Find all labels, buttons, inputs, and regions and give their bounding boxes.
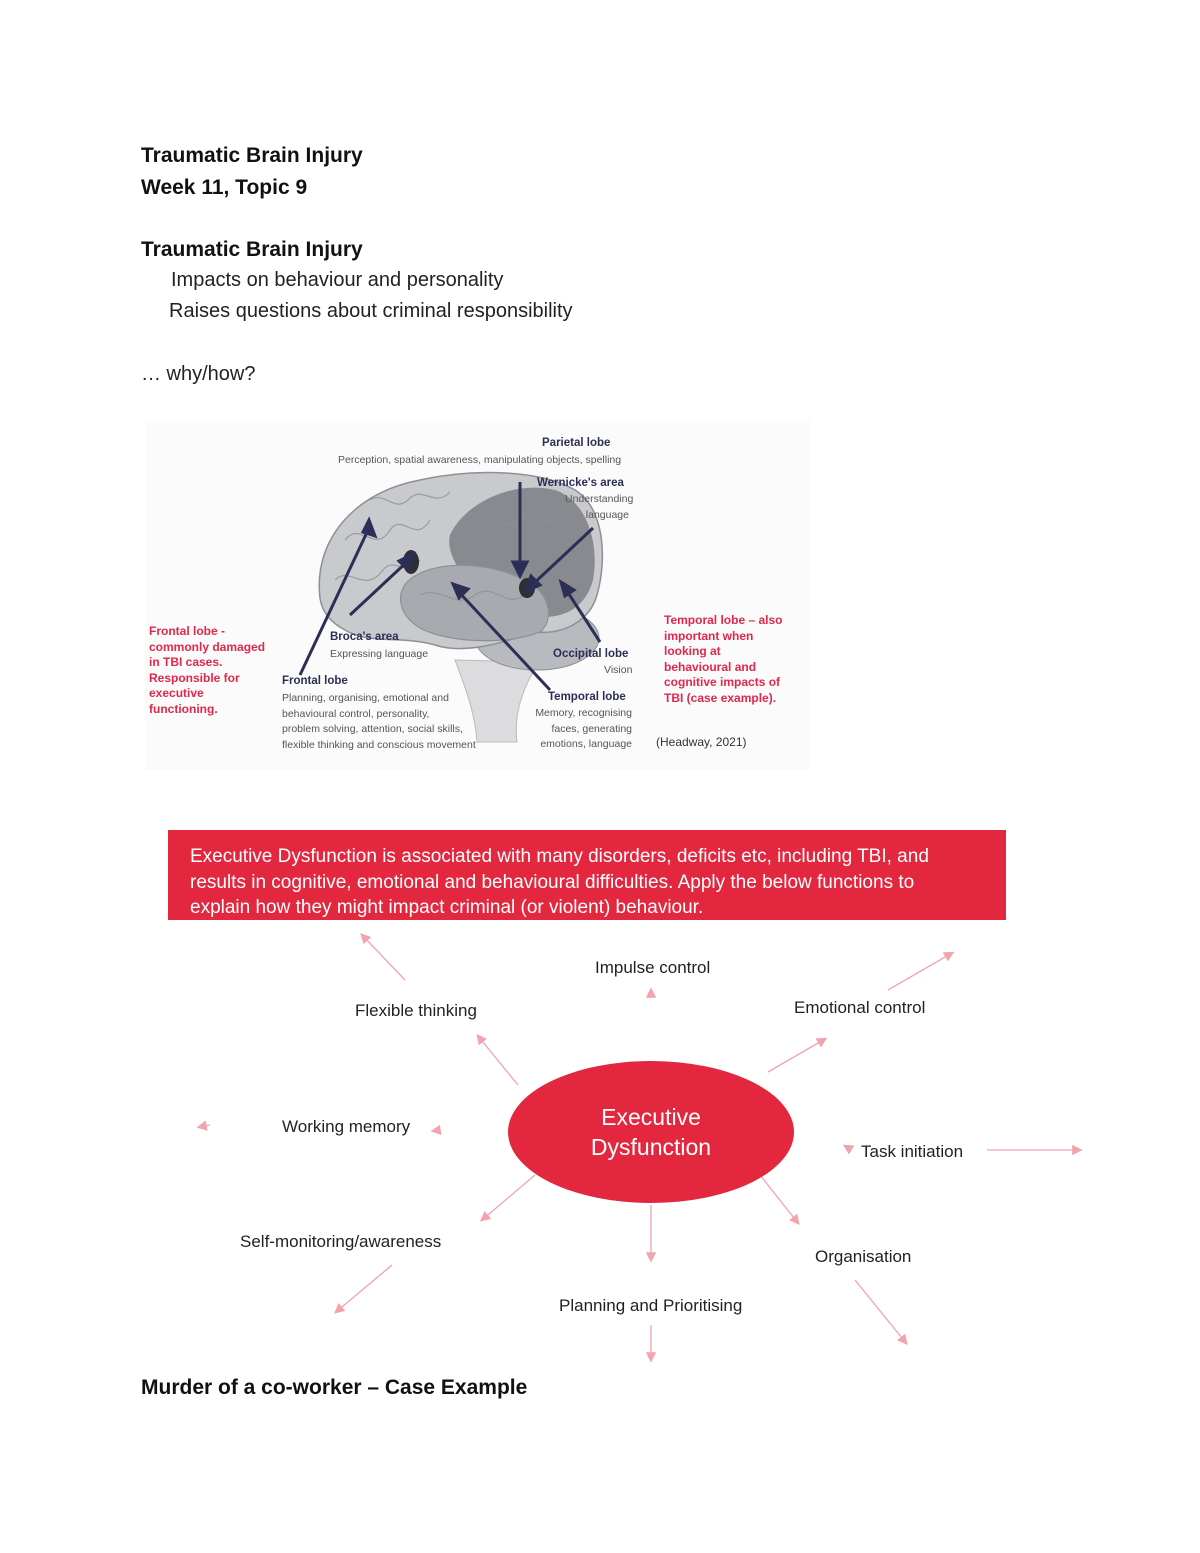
temporal-lobe-note: Temporal lobe – also important when looking at behavioural and cognitive impacts of TBI (case example). <box>664 613 783 705</box>
citation: (Headway, 2021) <box>656 735 747 749</box>
occipital-lobe-desc: Vision <box>604 664 633 676</box>
wernicke-area-title: Wernicke's area <box>537 477 624 489</box>
brain-illustration <box>145 420 810 770</box>
working-memory-label: Working memory <box>282 1117 411 1136</box>
case-example-heading: Murder of a co-worker – Case Example <box>141 1376 528 1399</box>
planning-prioritising-label: Planning and Prioritising <box>559 1296 743 1315</box>
broca-area-desc: Expressing language <box>330 648 429 660</box>
bullet-item: Impacts on behaviour and personality <box>171 269 504 291</box>
flexible-thinking-label: Flexible thinking <box>355 1001 477 1020</box>
frontal-lobe-title: Frontal lobe <box>282 675 348 687</box>
impulse-control-label: Impulse control <box>595 958 711 977</box>
temporal-lobe-desc: Memory, recognising faces, generating emotions, language <box>535 707 632 750</box>
broca-area-title: Broca's area <box>330 631 399 643</box>
frontal-lobe-note: Frontal lobe - commonly damaged in TBI cases. Responsible for executive functioning. <box>149 624 266 716</box>
temporal-lobe-title: Temporal lobe <box>548 691 626 703</box>
executive-dysfunction-banner: Executive Dysfunction is associated with many disorders, deficits etc, including TBI, and results in cognitive, emotional and behavioural difficulties. Apply the below functions to explain how they might impact criminal (or violent) behaviour. <box>168 830 1006 920</box>
emotional-control-label: Emotional control <box>794 998 926 1017</box>
question-text: … why/how? <box>141 363 256 385</box>
section-heading: Traumatic Brain Injury <box>141 238 363 261</box>
bullet-item: Raises questions about criminal responsibility <box>169 300 573 322</box>
page-subtitle: Week 11, Topic 9 <box>141 176 308 199</box>
wernicke-area-desc: Understanding language <box>565 493 634 521</box>
brain-figure <box>145 420 810 770</box>
occipital-lobe-title: Occipital lobe <box>553 648 629 660</box>
task-initiation-label: Task initiation <box>861 1142 964 1161</box>
executive-dysfunction-node: Executive Dysfunction <box>508 1061 794 1203</box>
parietal-lobe-desc: Perception, spatial awareness, manipulating objects, spelling <box>338 454 622 466</box>
frontal-lobe-desc: Planning, organising, emotional and behavioural control, personality, problem solving, attention, social skills, flexible thinking and conscious movement <box>282 692 476 751</box>
self-monitoring-label: Self-monitoring/awareness <box>240 1232 442 1251</box>
organisation-label: Organisation <box>815 1247 912 1266</box>
parietal-lobe-title: Parietal lobe <box>542 437 611 449</box>
page-title: Traumatic Brain Injury <box>141 144 363 167</box>
